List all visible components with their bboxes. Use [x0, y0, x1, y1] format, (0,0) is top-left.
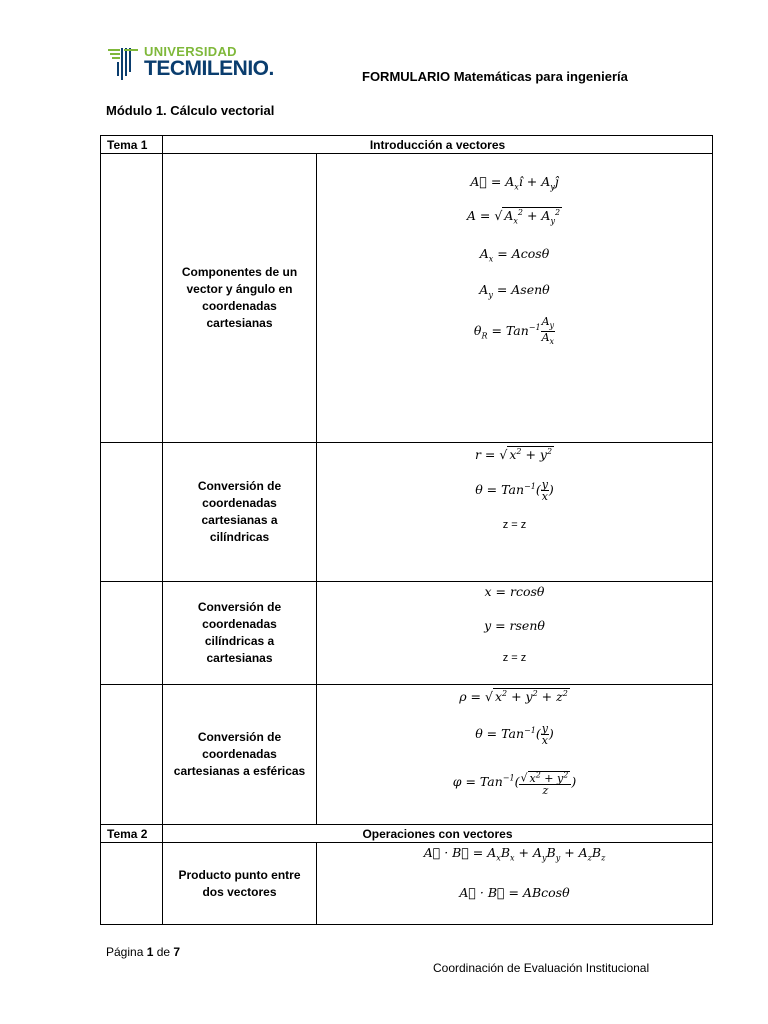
- tema-header-row: [101, 136, 713, 154]
- tema-label: Tema 1: [101, 136, 163, 154]
- formula-row: [101, 685, 713, 825]
- topic-cell: Conversión de coordenadas cilíndricas a cartesianas: [163, 582, 317, 685]
- topic-cell: Conversión de coordenadas cartesianas a cilíndricas: [163, 443, 317, 582]
- formula-cell: [317, 443, 713, 582]
- formula-theta: θ = Tan$^{-1}$( $\frac{y}{x}$ ): [475, 478, 554, 503]
- formula-x: x = rcosθ: [484, 584, 545, 599]
- formula-row: [101, 843, 713, 925]
- formula-cell: [317, 685, 713, 825]
- module-title: Módulo 1. Cálculo vectorial: [106, 103, 275, 118]
- topic-cell: Conversión de coordenadas cartesianas a esféricas: [163, 685, 317, 825]
- formula-phi: φ = Tan$^{-1}$( $\frac{√ x^2 + y^2}{z}$ ): [452, 770, 577, 797]
- formula-cell: [317, 582, 713, 685]
- formula-z: z = z: [502, 652, 527, 664]
- tema-label: Tema 2: [101, 825, 163, 843]
- logo-universidad: UNIVERSIDAD: [144, 44, 237, 59]
- logo-tecmilenio: TECMILENIO.: [144, 57, 274, 80]
- formula-dot-components: A⃗ · B⃗ = $A_xB_x + A_yB_y + A_zB_z$: [423, 845, 606, 863]
- formula-dot-magnitude: A⃗ · B⃗ = ABcosθ: [459, 885, 570, 900]
- formula-vector-components: A⃗ = $A_xî$ + $A_yĵ$: [470, 174, 559, 192]
- formula-z: z = z: [502, 519, 527, 531]
- footer-coordination: Coordinación de Evaluación Institucional: [433, 961, 650, 975]
- formula-ax: $A_x = Acos\theta$: [479, 246, 550, 264]
- page-number: Página 1 de 7: [106, 945, 181, 959]
- formula-row: [101, 443, 713, 582]
- formula-angle: $\theta_R = Tan^{-1}$ $\frac{A_y}{A_x}$: [473, 315, 555, 347]
- formula-theta: θ = Tan$^{-1}$( $\frac{y}{x}$ ): [475, 722, 554, 747]
- formula-row: [101, 154, 713, 443]
- document-title: FORMULARIO Matemáticas para ingeniería: [362, 69, 628, 84]
- tecmilenio-logo-mark: [106, 46, 140, 82]
- tema-title: Operaciones con vectores: [163, 825, 713, 843]
- tema-header-row: [101, 825, 713, 843]
- formula-table: [100, 135, 713, 925]
- topic-cell: Componentes de un vector y ángulo en coordenadas cartesianas: [163, 154, 317, 443]
- tecmilenio-logo: [106, 44, 306, 84]
- formula-r: r = √ $x^2 + y^2$: [474, 447, 553, 463]
- formula-y: y = rsenθ: [484, 618, 545, 633]
- topic-cell: Producto punto entre dos vectores: [163, 843, 317, 925]
- formula-rho: ρ = √ $x^2 + y^2 + z^2$: [459, 689, 568, 705]
- formula-magnitude: A = √ $A_x^2 + A_y^2$: [466, 208, 561, 226]
- tema-title: Introducción a vectores: [163, 136, 713, 154]
- formula-cell: [317, 843, 713, 925]
- formula-row: [101, 582, 713, 685]
- formula-ay: $A_y$ = Asenθ: [479, 282, 550, 300]
- formula-cell: [317, 154, 713, 443]
